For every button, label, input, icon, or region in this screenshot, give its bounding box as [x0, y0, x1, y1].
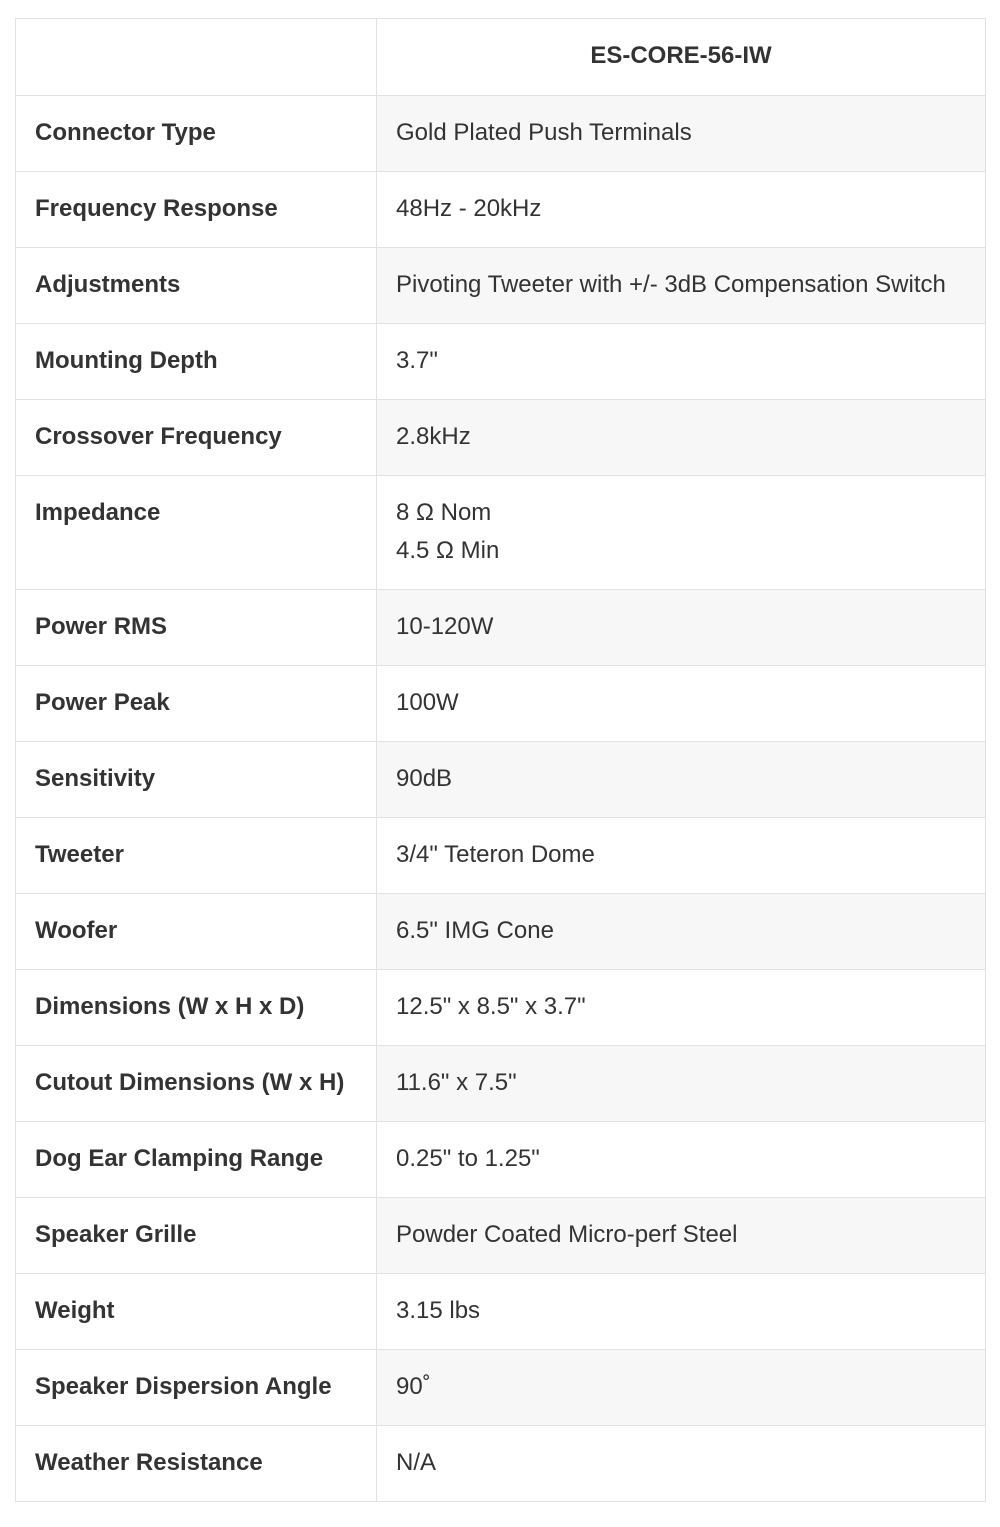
spec-value [377, 1426, 986, 1502]
spec-value [377, 476, 986, 590]
spec-value [377, 324, 986, 400]
header-label-cell [16, 19, 377, 96]
spec-value [377, 1274, 986, 1350]
spec-label: Power Peak [16, 666, 377, 742]
spec-value [377, 172, 986, 248]
spec-value-line: 12.5" x 8.5" x 3.7" [396, 993, 586, 1020]
spec-value-line: 90dB [396, 765, 453, 792]
spec-value-line: 3.7" [396, 347, 438, 374]
spec-value-line: 8 Ω Nom [396, 499, 492, 526]
table-row [16, 1198, 986, 1274]
spec-label: Frequency Response [16, 172, 377, 248]
table-row [16, 818, 986, 894]
spec-value [377, 742, 986, 818]
table-row [16, 248, 986, 324]
table-row [16, 1046, 986, 1122]
spec-label: Power RMS [16, 590, 377, 666]
spec-value-line: 48Hz - 20kHz [396, 195, 542, 222]
spec-label: Adjustments [16, 248, 377, 324]
spec-value-line: 6.5" IMG Cone [396, 917, 554, 944]
table-row [16, 970, 986, 1046]
spec-value [377, 248, 986, 324]
spec-table [15, 18, 986, 1502]
spec-label: Weight [16, 1274, 377, 1350]
spec-value-line: 11.6" x 7.5" [396, 1069, 517, 1096]
spec-value-line: 4.5 Ω Min [396, 537, 500, 564]
spec-value [377, 96, 986, 172]
spec-label: Sensitivity [16, 742, 377, 818]
spec-value-line: 10-120W [396, 613, 494, 640]
spec-value [377, 1198, 986, 1274]
spec-label: Cutout Dimensions (W x H) [16, 1046, 377, 1122]
table-row [16, 172, 986, 248]
spec-value-line: N/A [396, 1449, 437, 1476]
spec-table-body [16, 96, 986, 1502]
table-row [16, 1426, 986, 1502]
spec-value [377, 894, 986, 970]
spec-label: Speaker Grille [16, 1198, 377, 1274]
model-name: ES-CORE-56-IW [377, 19, 986, 96]
table-row [16, 590, 986, 666]
table-row [16, 1122, 986, 1198]
spec-value-line: 2.8kHz [396, 423, 471, 450]
spec-value-line: Pivoting Tweeter with +/- 3dB Compensation Switch [396, 271, 946, 298]
spec-value-line: 90˚ [396, 1373, 431, 1400]
spec-label: Speaker Dispersion Angle [16, 1350, 377, 1426]
spec-value-line: 3.15 lbs [396, 1297, 481, 1324]
spec-value [377, 400, 986, 476]
spec-label: Connector Type [16, 96, 377, 172]
table-row [16, 894, 986, 970]
spec-value [377, 1046, 986, 1122]
table-row [16, 1350, 986, 1426]
spec-value [377, 666, 986, 742]
spec-value-line: Gold Plated Push Terminals [396, 119, 692, 146]
spec-value [377, 970, 986, 1046]
spec-value [377, 590, 986, 666]
spec-value-line: 100W [396, 689, 459, 716]
spec-label: Weather Resistance [16, 1426, 377, 1502]
table-row [16, 400, 986, 476]
table-row [16, 1274, 986, 1350]
spec-label: Dimensions (W x H x D) [16, 970, 377, 1046]
spec-label: Dog Ear Clamping Range [16, 1122, 377, 1198]
spec-value-line: 3/4" Teteron Dome [396, 841, 595, 868]
spec-value-line: Powder Coated Micro-perf Steel [396, 1221, 738, 1248]
spec-value [377, 818, 986, 894]
spec-label: Impedance [16, 476, 377, 590]
table-row [16, 666, 986, 742]
spec-label: Crossover Frequency [16, 400, 377, 476]
table-row [16, 476, 986, 590]
table-row [16, 324, 986, 400]
spec-table-header [16, 19, 986, 96]
spec-value [377, 1122, 986, 1198]
header-row [16, 19, 986, 96]
spec-label: Woofer [16, 894, 377, 970]
spec-value-line: 0.25" to 1.25" [396, 1145, 540, 1172]
table-row [16, 742, 986, 818]
spec-label: Mounting Depth [16, 324, 377, 400]
spec-value [377, 1350, 986, 1426]
table-row [16, 96, 986, 172]
spec-label: Tweeter [16, 818, 377, 894]
